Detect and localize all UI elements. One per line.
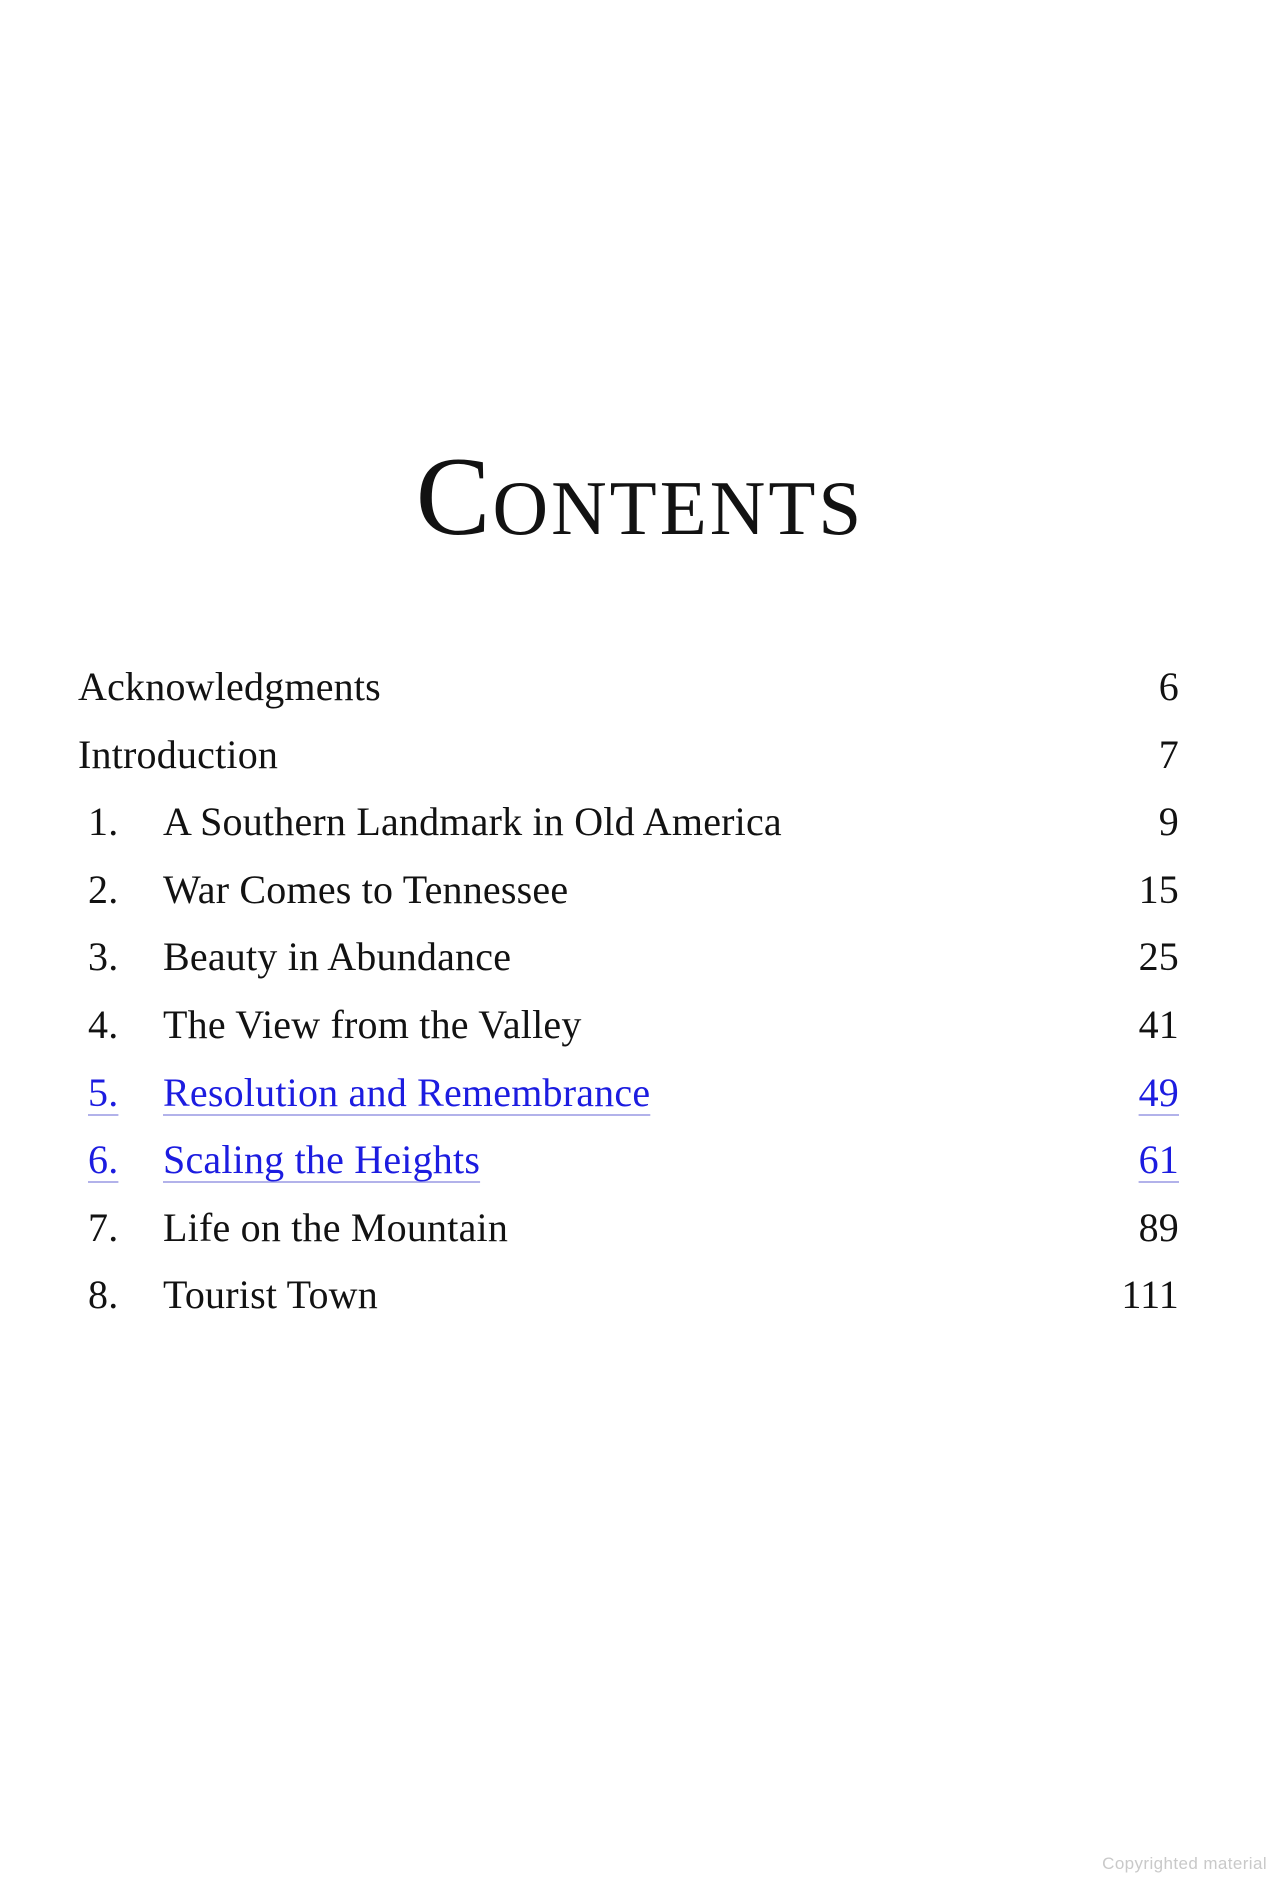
copyright-watermark: Copyrighted material [1102,1854,1267,1873]
table-of-contents [78,653,1179,1329]
chapter-number: 1. [88,799,119,845]
entry-title: Beauty in Abundance [163,934,512,980]
chapter-number: 8. [88,1272,119,1318]
toc-row [78,1194,1179,1262]
page-number: 25 [1138,934,1179,980]
toc-row [78,1261,1179,1329]
toc-row [78,856,1179,924]
chapter-link-title[interactable]: Scaling the Heights [163,1137,481,1183]
toc-row [78,923,1179,991]
chapter-link-title[interactable]: Resolution and Remembrance [163,1069,651,1115]
chapter-number: 3. [88,934,119,980]
toc-row [78,991,1179,1059]
entry-title: Acknowledgments [78,664,381,709]
page-number: 89 [1138,1204,1179,1250]
toc-row [78,721,1179,789]
toc-row[interactable] [78,1126,1179,1194]
page-number: 111 [1121,1272,1179,1318]
chapter-link-page-number[interactable]: 61 [1138,1137,1179,1183]
entry-title: War Comes to Tennessee [163,866,569,912]
toc-row[interactable] [78,1059,1179,1127]
entry-title: A Southern Landmark in Old America [163,799,782,845]
entry-title: The View from the Valley [163,1001,582,1047]
chapter-link-page-number[interactable]: 49 [1138,1069,1179,1115]
entry-title: Introduction [78,731,279,777]
page-title-initial: C [415,435,493,560]
page-title [0,435,1280,560]
entry-title: Life on the Mountain [163,1204,509,1250]
entry-title: Tourist Town [163,1272,378,1318]
chapter-number: 4. [88,1001,119,1047]
page-number: 41 [1138,1001,1179,1047]
page-number: 15 [1138,866,1179,912]
page-number: 6 [1158,664,1179,709]
page-number: 9 [1158,799,1179,845]
page-title-rest: ONTENTS [492,465,865,552]
chapter-number: 7. [88,1204,119,1250]
chapter-number: 2. [88,866,119,912]
chapter-link-number[interactable]: 6. [88,1137,119,1183]
toc-row [78,788,1179,856]
page-number: 7 [1158,731,1179,777]
toc-row [78,653,1179,721]
chapter-link-number[interactable]: 5. [88,1069,119,1115]
